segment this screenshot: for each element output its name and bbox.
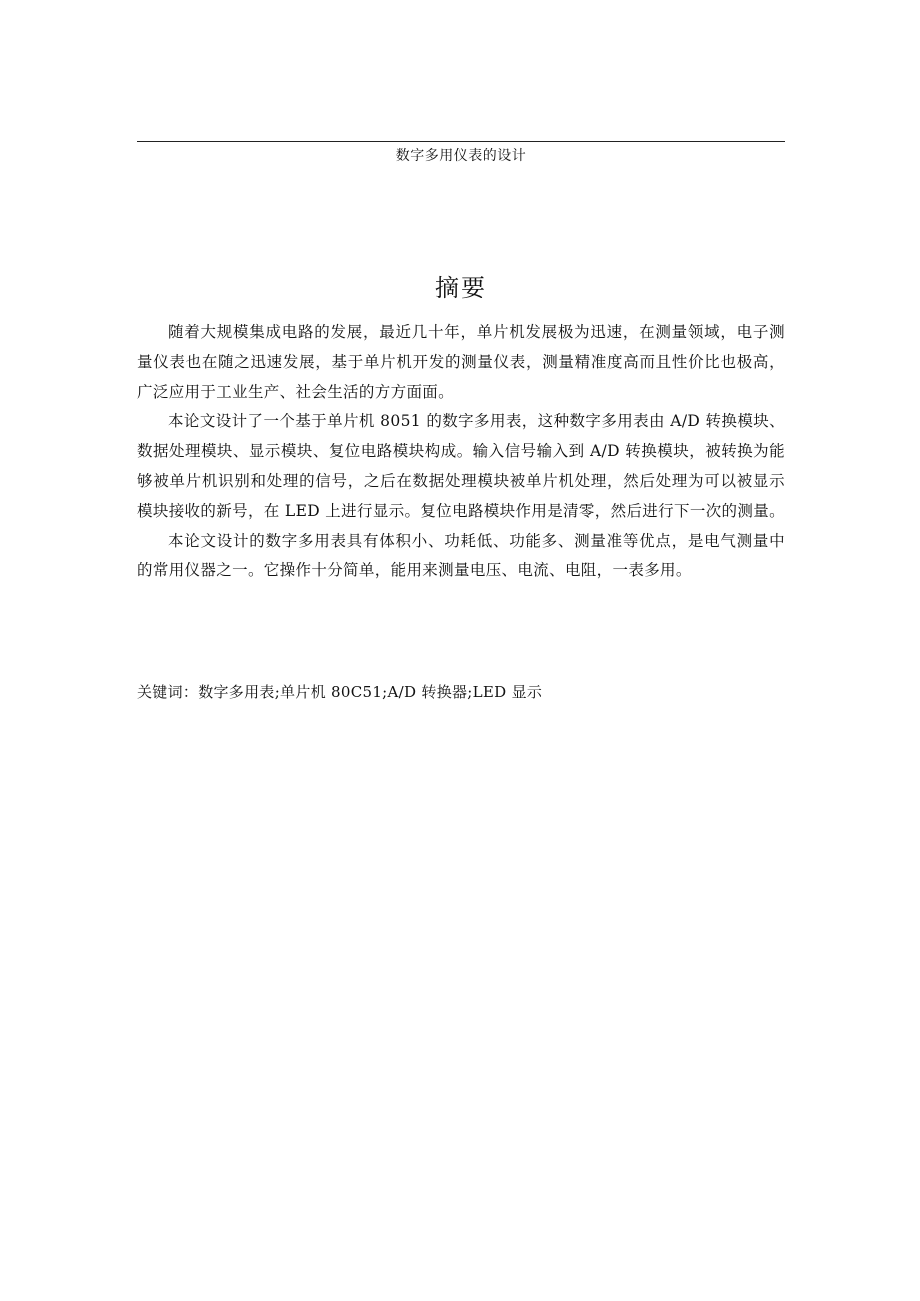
header-rule [137, 141, 785, 142]
abstract-paragraph-2: 本论文设计了一个基于单片机 8051 的数字多用表，这种数字多用表由 A/D 转换模块、数据处理模块、显示模块、复位电路模块构成。输入信号输入到 A/D 转换模块，被转换为能够被单片机识别和处理的信号，之后在数据处理模块被单片机处理，然后处理为可以被显示模块接收的新号，在 LED 上进行显示。复位电路模块作用是清零，然后进行下一次的测量。 [137, 412, 785, 520]
running-header: 数字多用仪表的设计 [395, 148, 527, 164]
abstract-body [137, 318, 785, 586]
keywords-line: 关键词：数字多用表;单片机 80C51;A/D 转换器;LED 显示 [137, 683, 543, 701]
abstract-paragraph-3: 本论文设计的数字多用表具有体积小、功耗低、功能多、测量准等优点，是电气测量中的常用仪器之一。它操作十分简单，能用来测量电压、电流、电阻，一表多用。 [137, 531, 785, 580]
abstract-title: 摘要 [435, 274, 487, 302]
abstract-paragraph-1: 随着大规模集成电路的发展，最近几十年，单片机发展极为迅速，在测量领域，电子测量仪表也在随之迅速发展，基于单片机开发的测量仪表，测量精准度高而且性价比也极高，广泛应用于工业生产、社会生活的方方面面。 [137, 323, 785, 401]
